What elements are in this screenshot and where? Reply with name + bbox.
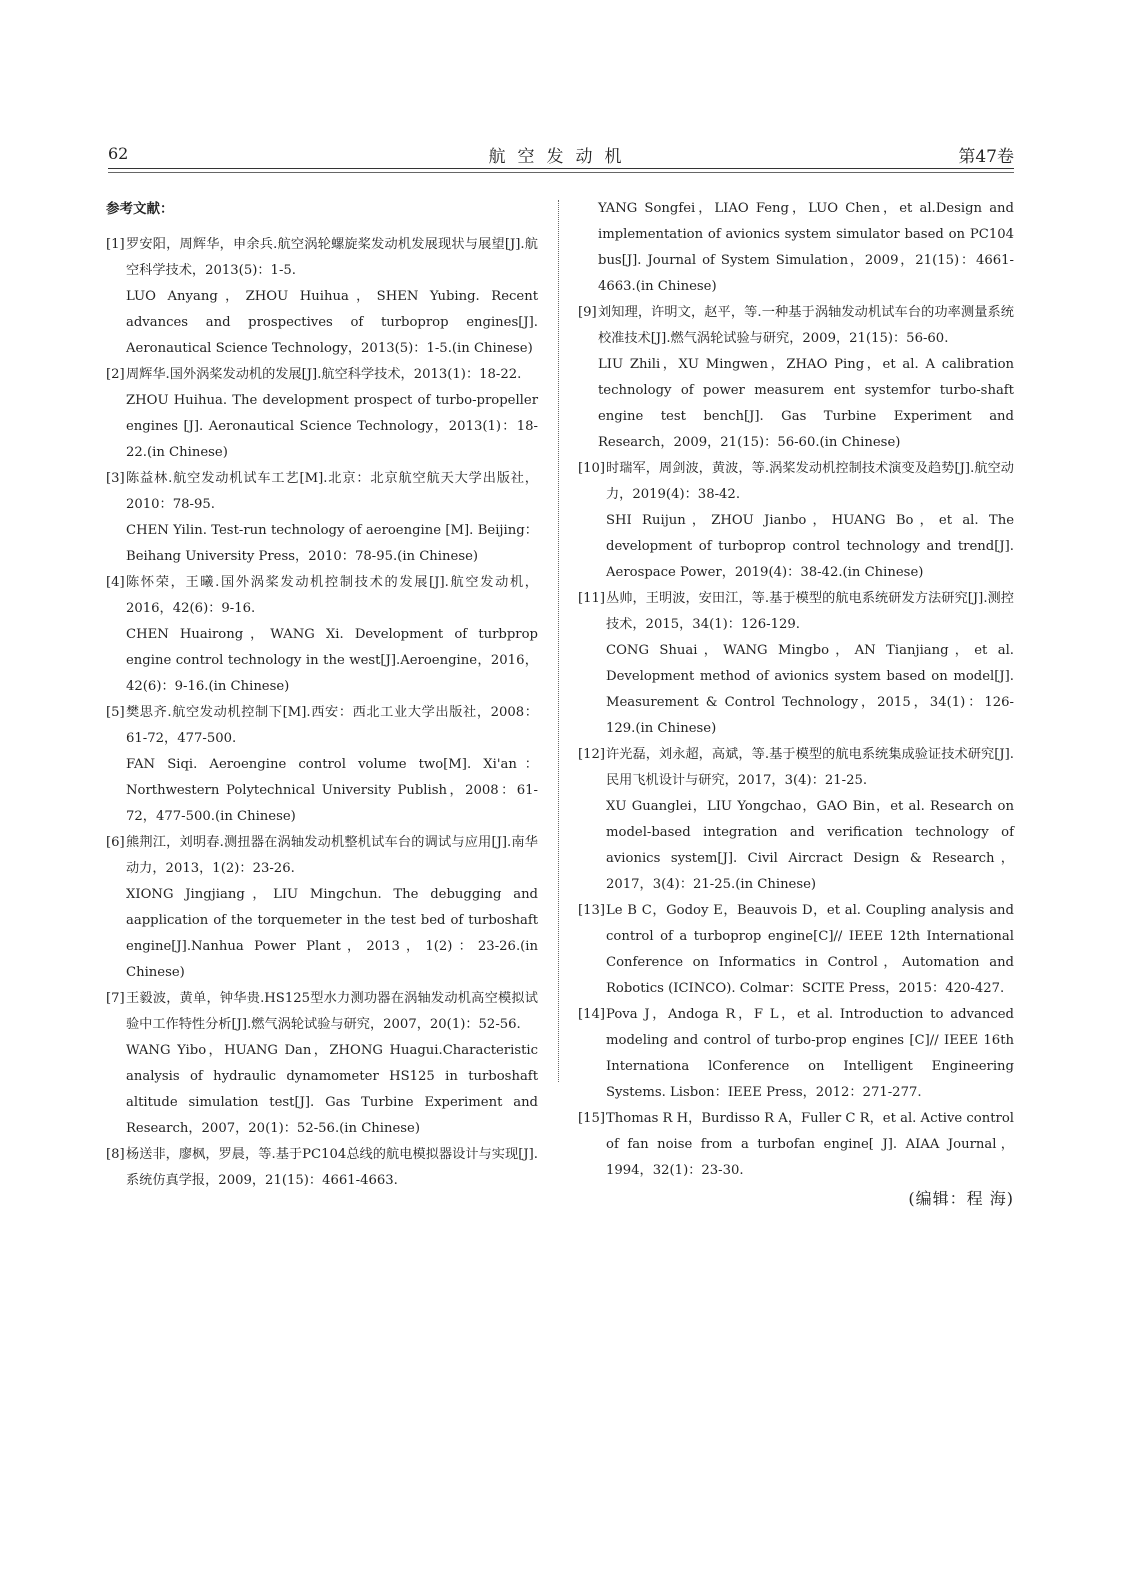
- reference-number: [6]: [106, 835, 125, 850]
- left-reference-list: [106, 232, 538, 1194]
- reference-number: [14]: [578, 1007, 606, 1022]
- reference-english: WANG Yibo，HUANG Dan，ZHONG Huagui.Characteristic analysis of hydraulic dynamometer HS125 in turboshaft altitude simulation test[J]. Gas Turbine Experiment and Research，2007，20(1)：52-56.(in Chinese): [126, 1043, 538, 1136]
- reference-chinese: 杨送非，廖枫，罗晨，等.基于PC104总线的航电模拟器设计与实现[J].系统仿真学报，2009，21(15)：4661-4663.: [126, 1147, 538, 1188]
- reference-english: LUO Anyang，ZHOU Huihua，SHEN Yubing. Recent advances and prospectives of turboprop engines[J]. Aeronautical Science Technology，2013(5)：1-5.(in Chinese): [126, 289, 538, 356]
- reference-english: ZHOU Huihua. The development prospect of turbo-propeller engines [J]. Aeronautical Science Technology，2013(1)：18-22.(in Chinese): [126, 393, 538, 460]
- reference-english: FAN Siqi. Aeroengine control volume two[M]. Xi'an：Northwestern Polytechnical University Publish，2008：61-72，477-500.(in Chinese): [126, 757, 538, 824]
- reference-item: [578, 300, 1014, 456]
- volume-label: 第47卷: [958, 147, 1014, 167]
- reference-number: [12]: [578, 747, 606, 762]
- reference-item: [106, 466, 538, 570]
- reference-chinese: 王毅波，黄单，钟华贵.HS125型水力测功器在涡轴发动机高空模拟试验中工作特性分析[J].燃气涡轮试验与研究，2007，20(1)：52-56.: [126, 991, 538, 1032]
- reference-item: [106, 362, 538, 466]
- reference-chinese: 时瑞军，周剑波，黄波，等.涡桨发动机控制技术演变及趋势[J].航空动力，2019(4)：38-42.: [606, 461, 1014, 502]
- reference-chinese: 周辉华.国外涡桨发动机的发展[J].航空科学技术，2013(1)：18-22.: [126, 367, 522, 382]
- reference-english: CHEN Yilin. Test-run technology of aeroengine [M]. Beijing：Beihang University Press，2010：78-95.(in Chinese): [126, 523, 538, 564]
- reference-english: LIU Zhili，XU Mingwen，ZHAO Ping，et al. A calibration technology of power measurem ent systemfor turbo-shaft engine test bench[J]. Gas Turbine Experiment and Research，2009，21(15)：56-60.(in Chinese): [598, 357, 1014, 450]
- reference-item: [578, 898, 1014, 1002]
- reference-number: [9]: [578, 305, 597, 320]
- references-title: 参考文献：: [106, 201, 174, 217]
- reference-english: SHI Ruijun，ZHOU Jianbo，HUANG Bo，et al. The development of turboprop control technology and trend[J]. Aerospace Power，2019(4)：38-42.(in Chinese): [606, 513, 1014, 580]
- reference-item: [106, 570, 538, 700]
- page-header: [108, 142, 1014, 169]
- reference-item: [578, 1002, 1014, 1106]
- reference-chinese: 丛帅，王明波，安田江，等.基于模型的航电系统研发方法研究[J].测控技术，2015，34(1)：126-129.: [606, 591, 1014, 632]
- reference-item: [106, 830, 538, 986]
- reference-item: [578, 456, 1014, 586]
- reference-number: [3]: [106, 471, 125, 486]
- page-number: 62: [108, 144, 129, 163]
- reference-item: [106, 986, 538, 1142]
- right-column: [578, 196, 1014, 1212]
- reference-item: [578, 1106, 1014, 1184]
- reference-text: Thomas R H，Burdisso R A，Fuller C R，et al. Active control of fan noise from a turbofan engine[ J]. AIAA Journal，1994，32(1)：23-30.: [606, 1111, 1015, 1178]
- reference-english: CONG Shuai，WANG Mingbo，AN Tianjiang，et al. Development method of avionics system based on model[J]. Measurement & Control Technology，2015，34(1)：126-129.(in Chinese): [606, 643, 1014, 736]
- reference-english: XIONG Jingjiang，LIU Mingchun. The debugging and aapplication of the torquemeter in the test bed of turboshaft engine[J].Nanhua Power Plant，2013，1(2)：23-26.(in Chinese): [126, 887, 538, 980]
- left-column: [106, 196, 538, 1194]
- reference-text: Pova J，Andoga R，F L，et al. Introduction to advanced modeling and control of turbo-prop engines [C]// IEEE 16th Internationa lConference on Intelligent Engineering Systems. Lisbon：IEEE Press，2012：271-277.: [606, 1007, 1014, 1100]
- reference-item: [578, 742, 1014, 898]
- header-rule: [108, 172, 1014, 173]
- reference-number: [10]: [578, 461, 606, 476]
- column-divider: [558, 200, 559, 1082]
- reference-english: XU Guanglei，LIU Yongchao，GAO Bin，et al. Research on model-based integration and verification technology of avionics system[J]. Civil Aircract Design & Research，2017，3(4)：21-25.(in Chinese): [606, 799, 1014, 892]
- reference-number: [1]: [106, 237, 125, 252]
- editor-credit: (编辑：程 海): [908, 1189, 1014, 1208]
- reference-number: [2]: [106, 367, 125, 382]
- reference-item: [106, 700, 538, 830]
- reference-chinese: 罗安阳，周辉华，申余兵.航空涡轮螺旋桨发动机发展现状与展望[J].航空科学技术，2013(5)：1-5.: [126, 237, 538, 278]
- reference-chinese: 樊思齐.航空发动机控制下[M].西安：西北工业大学出版社，2008：61-72，477-500.: [126, 705, 538, 746]
- reference-chinese: 刘知理，许明文，赵平，等.一种基于涡轴发动机试车台的功率测量系统校准技术[J].燃气涡轮试验与研究，2009，21(15)：56-60.: [598, 305, 1014, 346]
- reference-chinese: 许光磊，刘永超，高斌，等.基于模型的航电系统集成验证技术研究[J].民用飞机设计与研究，2017，3(4)：21-25.: [606, 747, 1014, 788]
- journal-name: 航空发动机: [488, 147, 634, 167]
- reference-chinese: 陈益林.航空发动机试车工艺[M].北京：北京航空航天大学出版社，2010：78-95.: [126, 471, 538, 512]
- reference-number: [15]: [578, 1111, 606, 1126]
- reference-number: [5]: [106, 705, 125, 720]
- reference-number: [11]: [578, 591, 606, 606]
- reference-number: [4]: [106, 575, 125, 590]
- reference-text: Le B C，Godoy E，Beauvois D，et al. Coupling analysis and control of a turboprop engine[C]// IEEE 12th International Conference on Informatics in Control，Automation and Robotics (ICINCO). Colmar：SCITE Press，2015：420-427.: [606, 903, 1014, 996]
- reference-english: CHEN Huairong，WANG Xi. Development of turbprop engine control technology in the west[J].Aeroengine，2016，42(6)：9-16.(in Chinese): [126, 627, 538, 694]
- reference-chinese: 陈怀荣，王曦.国外涡桨发动机控制技术的发展[J].航空发动机，2016，42(6)：9-16.: [126, 575, 538, 616]
- reference-number: [8]: [106, 1147, 125, 1162]
- right-reference-list: [578, 300, 1014, 1184]
- reference-chinese: 熊荆江，刘明春.测扭器在涡轴发动机整机试车台的调试与应用[J].南华动力，2013，1(2)：23-26.: [126, 835, 538, 876]
- reference-item: [106, 1142, 538, 1194]
- reference-item: [578, 586, 1014, 742]
- reference-continuation: YANG Songfei，LIAO Feng，LUO Chen，et al.Design and implementation of avionics system simulator based on PC104 bus[J]. Journal of System Simulation，2009，21(15)：4661-4663.(in Chinese): [598, 201, 1014, 294]
- reference-item: [106, 232, 538, 362]
- reference-number: [7]: [106, 991, 125, 1006]
- reference-number: [13]: [578, 903, 606, 918]
